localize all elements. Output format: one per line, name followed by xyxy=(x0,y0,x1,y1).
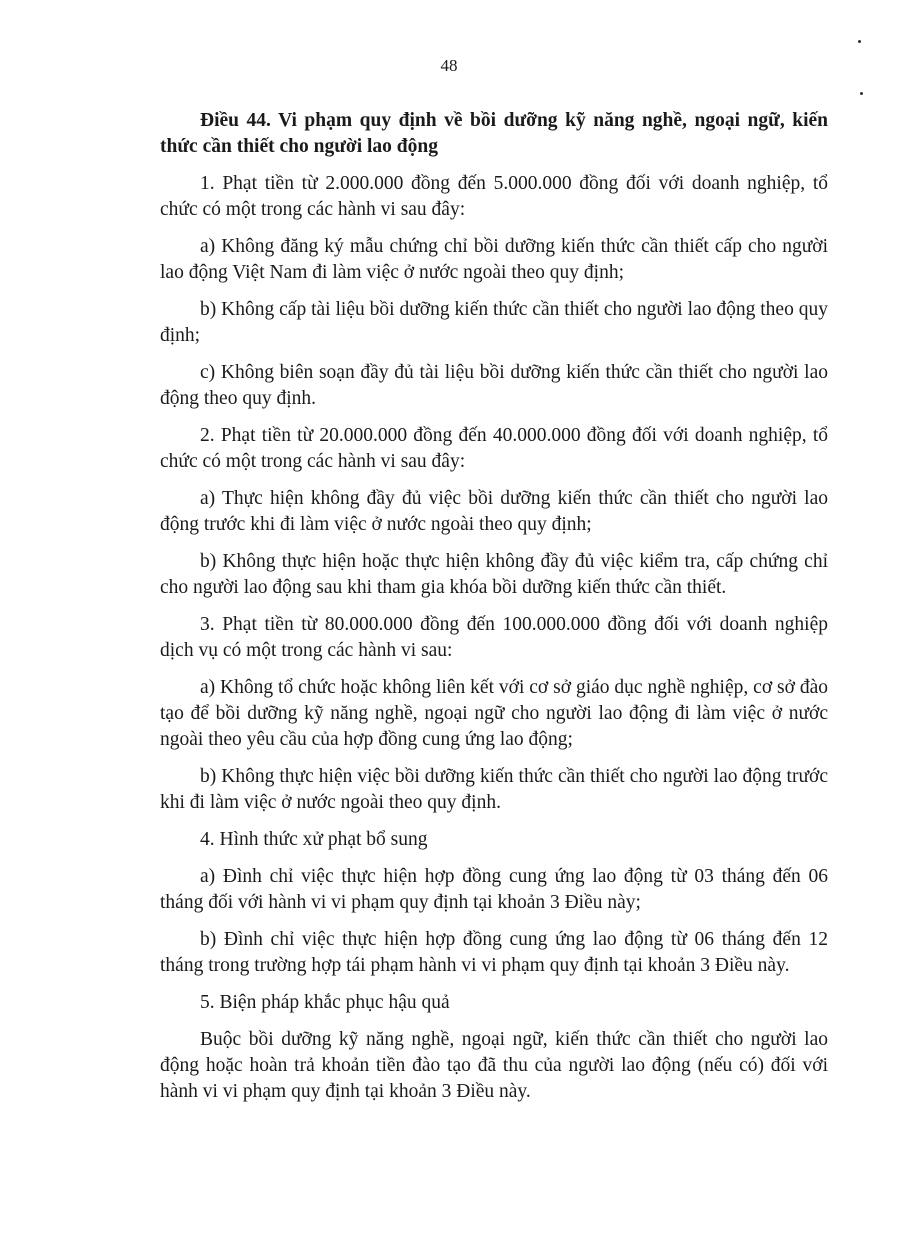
paragraph-4a: a) Đình chỉ việc thực hiện hợp đồng cung ứng lao động từ 03 tháng đến 06 tháng đối với hành vi vi phạm quy định tại khoản 3 Điều này; xyxy=(160,866,828,913)
paragraph-2b: b) Không thực hiện hoặc thực hiện không đầy đủ việc kiểm tra, cấp chứng chỉ cho người lao động sau khi tham gia khóa bồi dưỡng kiến thức cần thiết. xyxy=(160,551,828,598)
article-heading: Điều 44. Vi phạm quy định về bồi dưỡng kỹ năng nghề, ngoại ngữ, kiến thức cần thiết cho người lao động xyxy=(160,110,828,157)
paragraph-3b: b) Không thực hiện việc bồi dưỡng kiến thức cần thiết cho người lao động trước khi đi làm việc ở nước ngoài theo quy định. xyxy=(160,766,828,813)
paragraph-1: 1. Phạt tiền từ 2.000.000 đồng đến 5.000.000 đồng đối với doanh nghiệp, tổ chức có một trong các hành vi sau đây: xyxy=(160,173,828,220)
scan-speck xyxy=(860,92,863,95)
paragraph-1b: b) Không cấp tài liệu bồi dưỡng kiến thức cần thiết cho người lao động theo quy định; xyxy=(160,299,828,346)
paragraph-3: 3. Phạt tiền từ 80.000.000 đồng đến 100.000.000 đồng đối với doanh nghiệp dịch vụ có một trong các hành vi sau: xyxy=(160,614,828,661)
paragraph-2: 2. Phạt tiền từ 20.000.000 đồng đến 40.000.000 đồng đối với doanh nghiệp, tổ chức có một trong các hành vi sau đây: xyxy=(160,425,828,472)
paragraph-2a: a) Thực hiện không đầy đủ việc bồi dưỡng kiến thức cần thiết cho người lao động trước khi đi làm việc ở nước ngoài theo quy định; xyxy=(160,488,828,535)
paragraph-4: 4. Hình thức xử phạt bổ sung xyxy=(200,829,428,850)
paragraph-4b: b) Đình chỉ việc thực hiện hợp đồng cung ứng lao động từ 06 tháng đến 12 tháng trong trường hợp tái phạm hành vi vi phạm quy định tại khoản 3 Điều này. xyxy=(160,929,828,976)
page-number: 48 xyxy=(440,56,458,75)
document-body xyxy=(160,108,828,1116)
paragraph-1a: a) Không đăng ký mẫu chứng chỉ bồi dưỡng kiến thức cần thiết cấp cho người lao động Việt Nam đi làm việc ở nước ngoài theo quy định; xyxy=(160,236,828,283)
paragraph-5-body: Buộc bồi dưỡng kỹ năng nghề, ngoại ngữ, kiến thức cần thiết cho người lao động hoặc hoàn trả khoản tiền đào tạo đã thu của người lao động (nếu có) đối với hành vi vi phạm quy định tại khoản 3 Điều này. xyxy=(160,1029,828,1102)
paragraph-5: 5. Biện pháp khắc phục hậu quả xyxy=(200,992,450,1013)
paragraph-1c: c) Không biên soạn đầy đủ tài liệu bồi dưỡng kiến thức cần thiết cho người lao động theo quy định. xyxy=(160,362,828,409)
scan-speck xyxy=(858,40,861,43)
paragraph-3a: a) Không tổ chức hoặc không liên kết với cơ sở giáo dục nghề nghiệp, cơ sở đào tạo để bồi dưỡng kỹ năng nghề, ngoại ngữ cho người lao động đi làm việc ở nước ngoài theo yêu cầu của hợp đồng cung ứng lao động; xyxy=(160,677,828,750)
